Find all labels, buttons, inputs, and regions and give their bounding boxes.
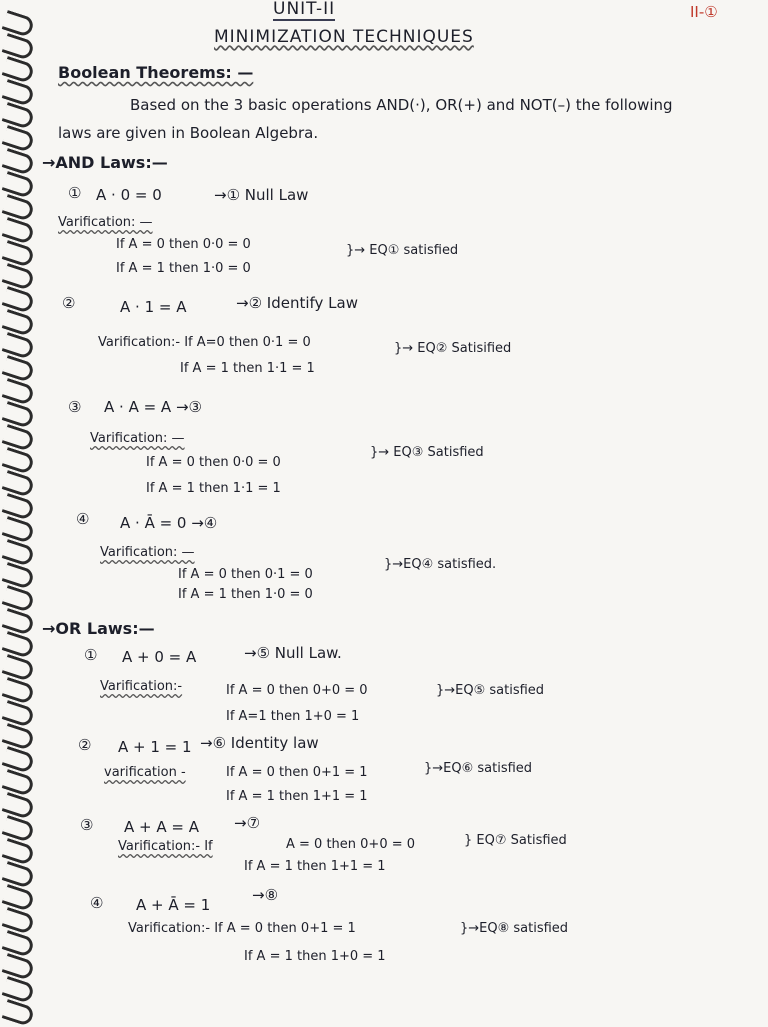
or-law-3-case-1: A = 0 then 0+0 = 0 <box>286 837 416 852</box>
and-law-2-expression: A · 1 = A <box>120 298 187 316</box>
or-law-2-case-1: If A = 0 then 0+1 = 1 <box>226 765 368 780</box>
or-law-3-name: →⑦ <box>234 814 261 832</box>
and-law-4-case-2: If A = 1 then 1·0 = 0 <box>178 587 313 602</box>
or-law-3-case-2: If A = 1 then 1+1 = 1 <box>244 859 386 874</box>
and-law-1-case-2: If A = 1 then 1·0 = 0 <box>116 261 251 276</box>
or-law-3-result: } EQ⑦ Satisfied <box>464 833 567 848</box>
and-law-3-number: ③ <box>68 398 82 416</box>
and-law-3-case-2: If A = 1 then 1·1 = 1 <box>146 481 281 496</box>
or-law-1-result: }→EQ⑤ satisfied <box>436 683 545 698</box>
and-law-2-result: }→ EQ② Satisified <box>394 341 512 356</box>
and-law-2-name: →② Identify Law <box>236 294 358 312</box>
and-law-4-verification-label: Varification: — <box>100 545 195 560</box>
and-law-4-result: }→EQ④ satisfied. <box>384 557 497 572</box>
and-law-1-result: }→ EQ① satisfied <box>346 243 459 258</box>
boolean-theorems-heading: Boolean Theorems: — <box>58 63 254 82</box>
or-law-4-name: →⑧ <box>252 886 279 904</box>
and-law-2-case-2: If A = 1 then 1·1 = 1 <box>180 361 315 376</box>
and-law-1-name: →① Null Law <box>214 186 309 204</box>
and-law-2-number: ② <box>62 294 76 312</box>
and-law-1-expression: A · 0 = 0 <box>96 186 162 204</box>
and-law-3-verification-label: Varification: — <box>90 431 185 446</box>
unit-title: UNIT-II <box>273 0 336 19</box>
and-law-1-case-1: If A = 0 then 0·0 = 0 <box>116 237 251 252</box>
and-law-4-number: ④ <box>76 510 90 528</box>
or-law-4-expression: A + Ā = 1 <box>136 896 211 914</box>
or-law-1-name: →⑤ Null Law. <box>244 644 342 662</box>
intro-line-1: Based on the 3 basic operations AND(·), OR(+) and NOT(–) the following <box>130 96 673 114</box>
or-law-2-expression: A + 1 = 1 <box>118 738 192 756</box>
or-law-4-verification-label: Varification:- If A = 0 then 0+1 = 1 <box>128 921 356 936</box>
or-law-1-verification-label: Varification:- <box>100 679 183 694</box>
and-law-1-verification-label: Varification: — <box>58 215 153 230</box>
or-law-3-expression: A + A = A <box>124 818 199 836</box>
or-law-1-expression: A + 0 = A <box>122 648 197 666</box>
or-law-1-case-1: If A = 0 then 0+0 = 0 <box>226 683 368 698</box>
or-law-2-result: }→EQ⑥ satisfied <box>424 761 533 776</box>
or-law-4-case-2: If A = 1 then 1+0 = 1 <box>244 949 386 964</box>
page-title: MINIMIZATION TECHNIQUES <box>214 27 474 47</box>
or-law-2-number: ② <box>78 736 92 754</box>
and-law-2-verification-label: Varification:- If A=0 then 0·1 = 0 <box>98 335 311 350</box>
and-law-1-number: ① <box>68 184 82 202</box>
or-law-4-result: }→EQ⑧ satisfied <box>460 921 569 936</box>
or-law-3-verification-label: Varification:- If <box>118 839 213 854</box>
and-law-3-result: }→ EQ③ Satisfied <box>370 445 484 460</box>
or-law-3-number: ③ <box>80 816 94 834</box>
and-law-3-case-1: If A = 0 then 0·0 = 0 <box>146 455 281 470</box>
and-law-4-expression: A · Ā = 0 →④ <box>120 514 218 532</box>
or-law-2-name: →⑥ Identity law <box>200 734 319 752</box>
intro-line-2: laws are given in Boolean Algebra. <box>58 124 319 142</box>
or-law-2-verification-label: varification - <box>104 765 186 780</box>
and-laws-heading: →AND Laws:— <box>42 153 168 172</box>
or-law-1-case-2: If A=1 then 1+0 = 1 <box>226 709 360 724</box>
or-law-4-number: ④ <box>90 894 104 912</box>
or-law-2-case-2: If A = 1 then 1+1 = 1 <box>226 789 368 804</box>
page-number: II-① <box>690 3 718 21</box>
and-law-3-expression: A · A = A →③ <box>104 398 202 416</box>
or-law-1-number: ① <box>84 646 98 664</box>
and-law-4-case-1: If A = 0 then 0·1 = 0 <box>178 567 313 582</box>
or-laws-heading: →OR Laws:— <box>42 619 155 638</box>
